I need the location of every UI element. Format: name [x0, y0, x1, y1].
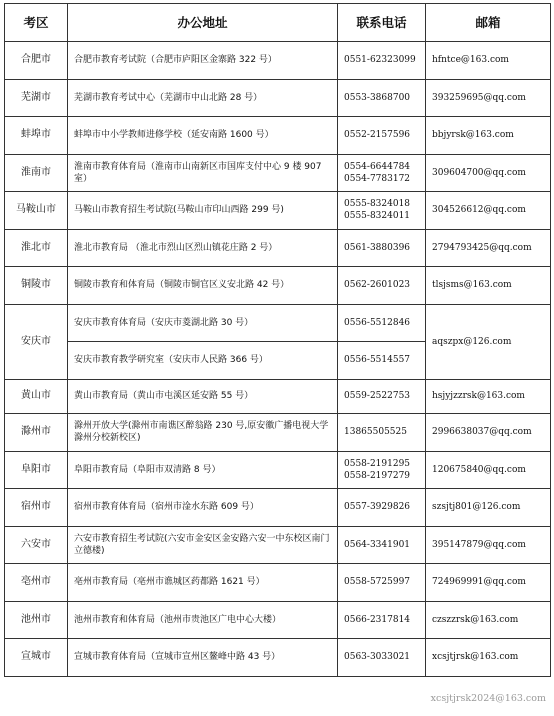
phone-cell: [338, 639, 426, 677]
phone-cell: [338, 601, 426, 639]
address-cell: 安庆市教育教学研究室（安庆市人民路 366 号）: [68, 342, 338, 380]
email-cell: aqszpx@126.com: [426, 304, 551, 379]
phone-number: 13865505525: [344, 427, 407, 438]
table-row: [5, 414, 551, 452]
email-cell: tlsjsms@163.com: [426, 267, 551, 305]
phone-number: 0554-6644784: [344, 161, 411, 172]
table-header-row: [5, 4, 551, 42]
region-cell: 宣城市: [5, 639, 68, 677]
phone-cell: [338, 229, 426, 267]
phone-number: 0566-2317814: [344, 614, 411, 625]
header-region: 考区: [5, 4, 68, 42]
table-row: [5, 304, 551, 342]
phone-cell: [338, 414, 426, 452]
phone-cell: [338, 304, 426, 342]
address-cell: 淮南市教育体育局（淮南市山南新区市国库支付中心 9 楼 907 室）: [68, 154, 338, 192]
address-cell: 芜湖市教育考试中心（芜湖市中山北路 28 号）: [68, 79, 338, 117]
phone-number: 0562-2601023: [344, 280, 411, 291]
email-cell: 724969991@qq.com: [426, 564, 551, 602]
table-row: [5, 526, 551, 564]
phone-number: 0552-2157596: [344, 130, 411, 141]
address-cell: 滁州开放大学(滁州市南谯区醉翁路 230 号,原安徽广播电视大学滁州分校新校区): [68, 414, 338, 452]
phone-number: 0556-5512846: [344, 317, 411, 328]
region-cell: 宿州市: [5, 489, 68, 527]
phone-number: 0555-8324018: [344, 199, 411, 210]
address-cell: 宣城市教育体育局（宣城市宣州区鳌峰中路 43 号）: [68, 639, 338, 677]
region-cell: 滁州市: [5, 414, 68, 452]
table-row: [5, 42, 551, 80]
table-row: [5, 601, 551, 639]
address-cell: 铜陵市教育和体育局（铜陵市铜官区义安北路 42 号）: [68, 267, 338, 305]
address-cell: 安庆市教育体育局（安庆市菱湖北路 30 号）: [68, 304, 338, 342]
address-cell: 蚌埠市中小学教师进修学校（延安南路 1600 号）: [68, 117, 338, 155]
phone-number: 0557-3929826: [344, 502, 411, 513]
phone-number: 0558-2191295: [344, 458, 411, 469]
phone-number: 0564-3341901: [344, 539, 411, 550]
phone-number: 0558-5725997: [344, 577, 411, 588]
email-cell: xcsjtjrsk@163.com: [426, 639, 551, 677]
email-cell: szsjtj801@126.com: [426, 489, 551, 527]
contact-table: [4, 3, 551, 677]
address-cell: 淮北市教育局 （淮北市烈山区烈山镇花庄路 2 号）: [68, 229, 338, 267]
phone-number: 0561-3880396: [344, 242, 411, 253]
address-cell: 马鞍山市教育招生考试院(马鞍山市印山西路 299 号): [68, 192, 338, 230]
region-cell: 六安市: [5, 526, 68, 564]
address-cell: 宿州市教育体育局（宿州市淦水东路 609 号）: [68, 489, 338, 527]
email-cell: 2794793425@qq.com: [426, 229, 551, 267]
email-cell: hfntce@163.com: [426, 42, 551, 80]
email-cell: bbjyrsk@163.com: [426, 117, 551, 155]
table-row: [5, 267, 551, 305]
phone-cell: [338, 526, 426, 564]
table-row: [5, 564, 551, 602]
phone-number: 0558-2197279: [344, 470, 411, 481]
region-cell: 黄山市: [5, 379, 68, 414]
watermark-text: xcsjtjrsk2024@163.com: [430, 693, 546, 704]
phone-cell: [338, 342, 426, 380]
region-cell: 马鞍山市: [5, 192, 68, 230]
address-cell: 合肥市教育考试院（合肥市庐阳区金寨路 322 号）: [68, 42, 338, 80]
address-cell: 亳州市教育局（亳州市谯城区药都路 1621 号）: [68, 564, 338, 602]
region-cell: 亳州市: [5, 564, 68, 602]
region-cell: 合肥市: [5, 42, 68, 80]
email-cell: 120675840@qq.com: [426, 451, 551, 489]
phone-cell: [338, 79, 426, 117]
email-cell: czszzrsk@163.com: [426, 601, 551, 639]
table-row: [5, 192, 551, 230]
header-email: 邮箱: [426, 4, 551, 42]
table-row: [5, 489, 551, 527]
region-cell: 安庆市: [5, 304, 68, 379]
phone-cell: [338, 42, 426, 80]
phone-number: 0555-8324011: [344, 211, 411, 222]
phone-number: 0554-7783172: [344, 173, 411, 184]
address-cell: 阜阳市教育局（阜阳市双清路 8 号）: [68, 451, 338, 489]
region-cell: 芜湖市: [5, 79, 68, 117]
region-cell: 淮南市: [5, 154, 68, 192]
email-cell: 393259695@qq.com: [426, 79, 551, 117]
phone-number: 0559-2522753: [344, 391, 411, 402]
phone-number: 0553-3868700: [344, 92, 411, 103]
table-row: [5, 379, 551, 414]
phone-cell: [338, 451, 426, 489]
region-cell: 铜陵市: [5, 267, 68, 305]
table-row: [5, 639, 551, 677]
table-row: [5, 154, 551, 192]
phone-number: 0556-5514557: [344, 355, 411, 366]
address-cell: 六安市教育招生考试院(六安市金安区金安路六安一中东校区南门立德楼): [68, 526, 338, 564]
region-cell: 淮北市: [5, 229, 68, 267]
address-cell: 黄山市教育局（黄山市屯溪区延安路 55 号）: [68, 379, 338, 414]
region-cell: 池州市: [5, 601, 68, 639]
email-cell: 395147879@qq.com: [426, 526, 551, 564]
table-row: [5, 229, 551, 267]
email-cell: 309604700@qq.com: [426, 154, 551, 192]
email-cell: 304526612@qq.com: [426, 192, 551, 230]
table-row: [5, 451, 551, 489]
address-cell: 池州市教育和体育局（池州市贵池区广电中心大楼）: [68, 601, 338, 639]
email-cell: 2996638037@qq.com: [426, 414, 551, 452]
table-row: [5, 79, 551, 117]
phone-number: 0563-3033021: [344, 652, 411, 663]
phone-cell: [338, 192, 426, 230]
phone-cell: [338, 267, 426, 305]
table-row: [5, 117, 551, 155]
region-cell: 蚌埠市: [5, 117, 68, 155]
header-phone: 联系电话: [338, 4, 426, 42]
region-cell: 阜阳市: [5, 451, 68, 489]
phone-cell: [338, 154, 426, 192]
phone-cell: [338, 564, 426, 602]
phone-cell: [338, 379, 426, 414]
phone-cell: [338, 489, 426, 527]
phone-number: 0551-62323099: [344, 55, 416, 66]
phone-cell: [338, 117, 426, 155]
header-address: 办公地址: [68, 4, 338, 42]
email-cell: hsjyjzzrsk@163.com: [426, 379, 551, 414]
